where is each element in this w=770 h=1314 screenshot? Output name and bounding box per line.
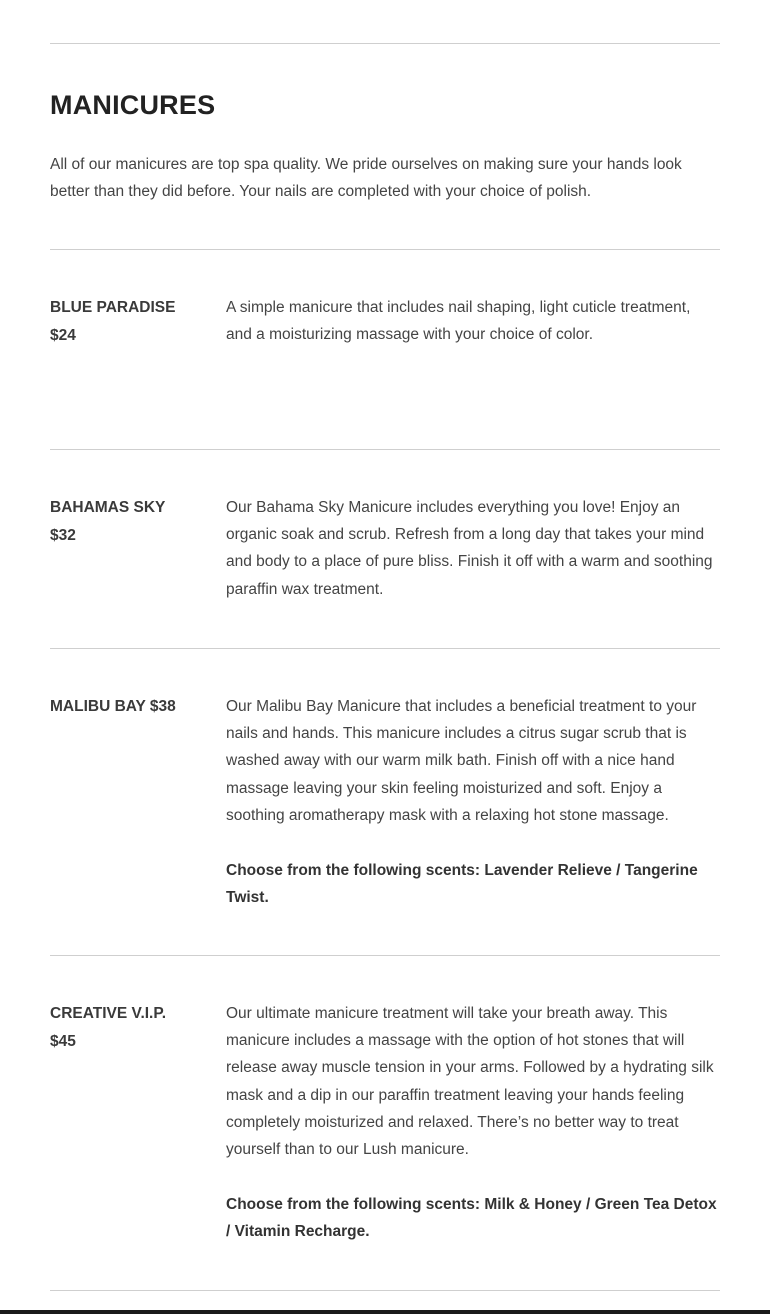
- service-title-price: [50, 693, 210, 721]
- item-divider: [50, 449, 720, 450]
- service-name-bahamas-sky: [50, 494, 210, 549]
- service-description-blue-paradise: [226, 294, 720, 348]
- item-divider: [50, 955, 720, 956]
- service-description-text: Our Malibu Bay Manicure that includes a beneficial treatment to your nails and hands. This manicure includes a citrus sugar scrub that is washed away with our warm milk bath. Finish off with a nice hand massage leaving your skin feeling moisturized and soft. Enjoy a soothing aromatherapy mask with a relaxing hot stone massage.: [226, 698, 697, 824]
- service-name-creative-vip: [50, 1000, 210, 1055]
- service-description-creative-vip: [226, 1000, 720, 1246]
- service-title: BLUE PARADISE: [50, 299, 176, 316]
- service-description-text: A simple manicure that includes nail shaping, light cuticle treatment, and a moisturizing massage with your choice of color.: [226, 299, 691, 344]
- section-title: MANICURES: [50, 90, 216, 120]
- service-price: $32: [50, 526, 76, 544]
- section-intro: All of our manicures are top spa quality. We pride ourselves on making sure your hands look better than they did before. Your nails are completed with your choice of polish.: [50, 156, 682, 200]
- service-price: $24: [50, 326, 76, 344]
- service-description-malibu-bay: [226, 693, 720, 911]
- top-divider: [50, 43, 720, 44]
- intro-divider: [50, 249, 720, 250]
- service-scents: Choose from the following scents: Milk & Honey / Green Tea Detox / Vitamin Recharge.: [226, 1196, 717, 1241]
- service-scents: Choose from the following scents: Lavender Relieve / Tangerine Twist.: [226, 862, 698, 907]
- service-description-text: Our ultimate manicure treatment will take your breath away. This manicure includes a massage with the option of hot stones that will release away muscle tension in your arms. Followed by a hydrating silk mask and a dip in our paraffin treatment leaving your hands feeling completely moisturized and relaxed. There’s no better way to treat yourself than to our Lush manicure.: [226, 1005, 714, 1159]
- service-price: $38: [149, 698, 176, 715]
- bottom-divider: [50, 1290, 720, 1291]
- service-price: $45: [50, 1032, 76, 1050]
- service-name-malibu-bay: [50, 693, 210, 721]
- item-divider: [50, 648, 720, 649]
- service-name-blue-paradise: [50, 294, 210, 349]
- service-description-bahamas-sky: [226, 494, 720, 603]
- footer-edge: [0, 1310, 770, 1314]
- service-title: BAHAMAS SKY: [50, 499, 166, 516]
- service-description-text: Our Bahama Sky Manicure includes everything you love! Enjoy an organic soak and scrub. Refresh from a long day that takes your mind and body to a place of pure bliss. Finish it off with a warm and soothing paraffin wax treatment.: [226, 499, 713, 598]
- service-title: MALIBU BAY: [50, 698, 146, 715]
- service-title: CREATIVE V.I.P.: [50, 1005, 167, 1022]
